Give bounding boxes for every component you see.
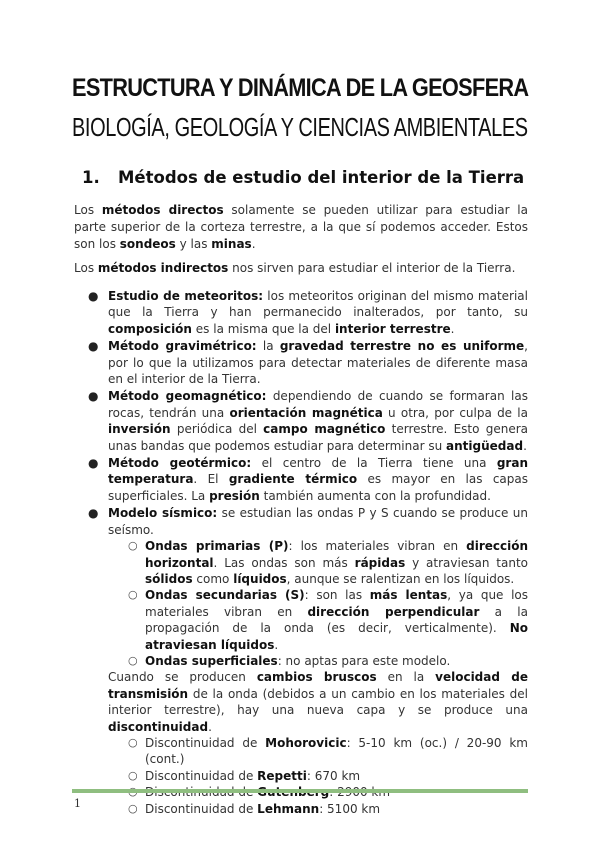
bold-term: Modelo sísmico:	[108, 506, 218, 521]
bullet-icon: ●	[88, 389, 99, 404]
bold-term: cambios bruscos	[256, 670, 377, 685]
text-run: en la	[376, 670, 436, 685]
sub-item-ondas-primarias	[128, 538, 529, 587]
section-heading	[82, 168, 524, 187]
footer-divider	[72, 789, 528, 793]
document-subtitle: BIOLOGÍA, GEOLOGÍA Y CIENCIAS AMBIENTALES	[72, 112, 528, 142]
bold-term: Método geotérmico:	[108, 456, 252, 471]
bold-term: gradiente térmico	[228, 472, 358, 487]
bold-term: métodos directos	[101, 203, 224, 217]
bold-term: presión	[209, 488, 260, 503]
page-number: 1	[74, 797, 81, 810]
circle-bullet-icon: ○	[128, 768, 138, 782]
bold-term: Mohorovicic	[265, 735, 347, 750]
text-run: solamente se pueden utilizar para estudiar la parte superior de la corteza terrestre, a la que sí podemos acceder. Estos son los	[74, 203, 528, 251]
bold-term: Estudio de meteoritos:	[108, 289, 264, 303]
text-run: .	[251, 237, 256, 251]
paragraph-discontinuidades	[108, 669, 528, 735]
discontinuity-item	[128, 801, 528, 817]
circle-bullet-icon: ○	[128, 539, 138, 553]
bold-term: dirección horizontal	[145, 539, 529, 570]
bold-term: interior terrestre	[334, 321, 451, 336]
text-run: se estudian las ondas P y S cuando se produce un seísmo.	[108, 506, 529, 537]
text-run: el centro de la Tierra tiene una	[251, 456, 497, 471]
section-title: Métodos de estudio del interior de la Tierra	[118, 168, 525, 187]
bold-term: orientación magnética	[229, 405, 383, 420]
text-run: periódica del	[170, 422, 264, 437]
bold-term: rápidas	[354, 555, 406, 570]
bold-term: antigüedad	[446, 438, 524, 453]
sub-item-ondas-superficiales	[128, 653, 528, 669]
text-run: terrestre. Esto genera unas bandas que podemos estudiar para determinar su	[108, 422, 529, 453]
text-run: , por lo que la utilizamos para detectar materiales de diferente masa en el interior de la Tierra.	[108, 339, 528, 387]
text-run: .	[208, 719, 212, 734]
text-run: : 5100 km	[319, 801, 381, 816]
text-run: : son las	[304, 588, 370, 603]
bold-term: dirección perpendicular	[307, 604, 480, 619]
bold-term: Ondas superficiales	[145, 653, 278, 668]
bold-term: líquidos	[233, 571, 287, 586]
bold-term: Ondas secundarias (S)	[145, 588, 305, 603]
bold-term: Método geomagnético:	[108, 389, 267, 404]
list-item-geomagnetico	[88, 388, 529, 454]
text-run: y las	[175, 237, 212, 251]
section-number: 1.	[82, 168, 100, 187]
document-title: ESTRUCTURA Y DINÁMICA DE LA GEOSFERA	[72, 74, 529, 102]
text-run: la	[256, 339, 280, 354]
text-run: como	[192, 571, 234, 586]
bold-term: minas	[211, 237, 252, 251]
methods-list	[88, 288, 529, 818]
discontinuity-item	[128, 735, 528, 768]
bold-term: gravedad terrestre no es uniforme	[279, 339, 525, 354]
list-item-geotermico	[88, 455, 529, 504]
text-run: .	[274, 637, 279, 652]
text-run: u otra, por culpa de la	[382, 405, 528, 420]
bold-term: composición	[108, 321, 192, 336]
paragraph-direct-methods	[74, 202, 528, 253]
text-run: : 670 km	[306, 768, 361, 783]
text-run: los meteoritos originan del mismo material que la Tierra y han permanecido inalterados, por tanto, su	[108, 289, 528, 320]
circle-bullet-icon: ○	[128, 801, 138, 815]
text-run: es la misma que la del	[191, 321, 335, 336]
text-run: Discontinuidad de	[145, 768, 258, 783]
text-run: . Las ondas son más	[213, 555, 355, 570]
text-run: también aumenta con la profundidad.	[259, 488, 491, 503]
text-run: : no aptas para este modelo.	[277, 653, 451, 668]
text-run: nos sirven para estudiar el interior de la Tierra.	[228, 261, 516, 275]
bold-term: Método gravimétrico:	[108, 339, 257, 354]
text-run: . El	[193, 472, 229, 487]
bold-term: velocidad de transmisión	[108, 670, 528, 701]
circle-bullet-icon: ○	[128, 588, 138, 602]
bold-term: Ondas primarias (P)	[145, 539, 289, 554]
text-run: y atraviesan tanto	[405, 555, 529, 570]
bold-term: inversión	[108, 422, 171, 437]
bold-term: Lehmann	[257, 801, 320, 816]
list-item-sismico	[88, 505, 529, 817]
bullet-icon: ●	[88, 456, 99, 471]
text-run: dependiendo de cuando se formaran las rocas, tendrán una	[108, 389, 528, 420]
list-item-meteoritos	[88, 288, 528, 337]
text-run: .	[450, 321, 455, 336]
bold-term: Repetti	[257, 768, 307, 783]
bold-term: campo magnético	[263, 422, 386, 437]
paragraph-indirect-methods	[74, 260, 528, 277]
text-run: es mayor en las capas superficiales. La	[108, 472, 529, 503]
bold-term: discontinuidad	[108, 719, 209, 734]
bold-term: más lentas	[369, 588, 448, 603]
bullet-icon: ●	[88, 506, 99, 521]
text-run: Los	[74, 261, 98, 275]
text-run: Discontinuidad de	[145, 735, 266, 750]
list-item-gravimetrico	[88, 338, 528, 387]
bold-term: sondeos	[119, 237, 176, 251]
text-run: a la propagación de la onda (es decir, verticalmente).	[145, 604, 528, 636]
text-run: Los	[74, 203, 102, 217]
text-run: : los materiales vibran en	[288, 539, 467, 554]
bullet-icon: ●	[88, 339, 99, 354]
bullet-icon: ●	[88, 289, 99, 303]
text-run: , aunque se ralentizan en los líquidos.	[286, 571, 515, 586]
bold-term: No atraviesan líquidos	[145, 621, 528, 652]
text-run: .	[523, 438, 527, 453]
bold-term: sólidos	[145, 571, 193, 586]
text-run: , ya que los materiales vibran en	[145, 588, 529, 619]
bold-term: métodos indirectos	[97, 261, 229, 275]
text-run: Cuando se producen	[108, 670, 257, 685]
circle-bullet-icon: ○	[128, 653, 138, 667]
bold-term: gran temperatura	[108, 456, 528, 487]
circle-bullet-icon: ○	[128, 735, 138, 749]
text-run: de la onda (debidos a un cambio en los materiales del interior terrestre), hay una nueva capa y se produce una	[108, 686, 528, 718]
discontinuity-item	[128, 768, 528, 784]
text-run: Discontinuidad de	[145, 801, 258, 816]
sub-item-ondas-secundarias	[128, 587, 529, 653]
text-run: : 5-10 km (oc.) / 20-90 km (cont.)	[145, 735, 528, 767]
